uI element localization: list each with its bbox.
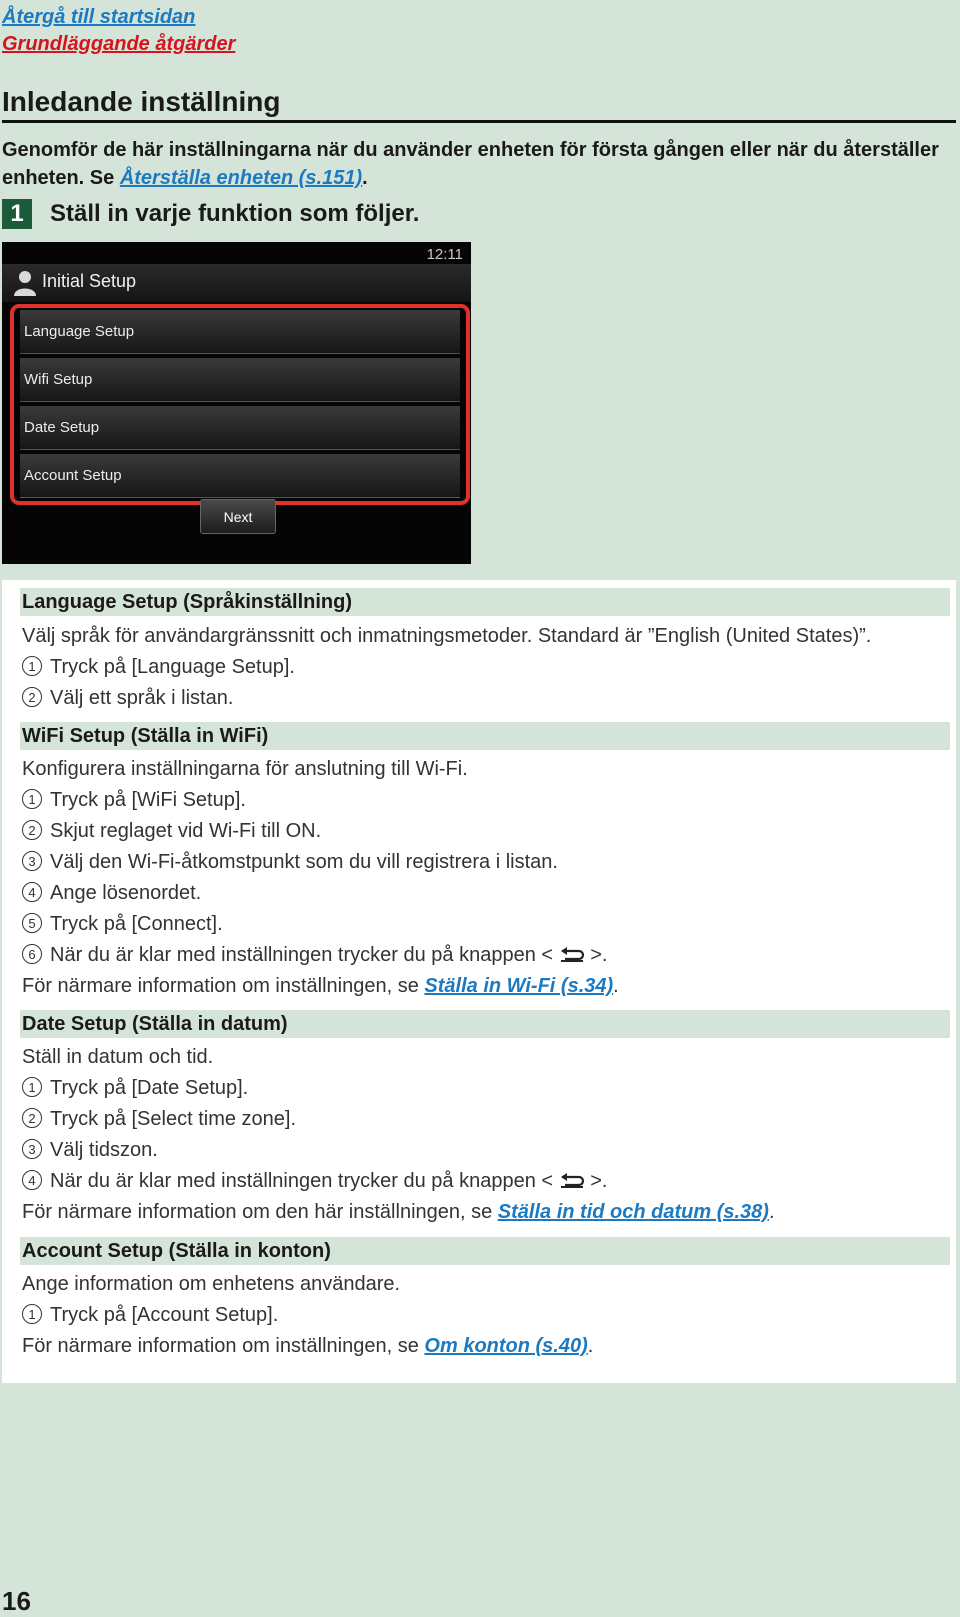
language-setup-description: Välj språk för användargränssnitt och inmatningsmetoder. Standard är ”English (United States)”.: [22, 625, 872, 647]
step-text: Tryck på [Select time zone].: [50, 1108, 297, 1130]
device-item-date-setup[interactable]: Date Setup: [20, 406, 460, 450]
date-step-4: [22, 1168, 607, 1194]
step-text: Välj tidszon.: [50, 1139, 158, 1161]
date-step-3: [22, 1137, 158, 1163]
step-number: 1: [22, 1077, 42, 1097]
device-item-account-setup[interactable]: Account Setup: [20, 454, 460, 498]
device-next-button[interactable]: Next: [200, 499, 276, 534]
step-instruction: Ställ in varje funktion som följer.: [50, 200, 420, 227]
intro-end: .: [362, 167, 368, 189]
more-info-end: .: [768, 1201, 775, 1223]
step-number: 6: [22, 944, 42, 964]
more-info-end: .: [587, 1335, 594, 1357]
user-icon: [12, 269, 38, 297]
step-text: Tryck på [Language Setup].: [50, 656, 295, 678]
wifi-more-info: [22, 973, 619, 999]
wifi-step-6: [22, 942, 607, 968]
step-text: När du är klar med inställningen trycker du på knappen <: [50, 1170, 554, 1192]
date-step-2: [22, 1106, 296, 1132]
device-item-language-setup[interactable]: Language Setup: [20, 310, 460, 354]
step-number: 3: [22, 1139, 42, 1159]
step-number: 2: [22, 820, 42, 840]
step-1: [2, 199, 419, 229]
step-number: 1: [22, 1304, 42, 1324]
intro-paragraph: [2, 136, 942, 192]
device-item-wifi-setup[interactable]: Wifi Setup: [20, 358, 460, 402]
wifi-step-3: [22, 849, 558, 875]
wifi-setup-header: WiFi Setup (Ställa in WiFi): [20, 722, 950, 750]
more-info-end: .: [613, 975, 619, 997]
language-step-1: [22, 654, 295, 680]
page-title: Inledande inställning: [2, 86, 956, 123]
device-header-title: Initial Setup: [42, 271, 137, 291]
step-number: 4: [22, 882, 42, 902]
step-text: Ange lösenordet.: [50, 882, 202, 904]
device-header: [2, 264, 471, 302]
language-step-2: [22, 685, 233, 711]
date-setup-header: Date Setup (Ställa in datum): [20, 1010, 950, 1038]
account-step-1: [22, 1302, 278, 1328]
step-text: Tryck på [Date Setup].: [50, 1077, 249, 1099]
step-number: 3: [22, 851, 42, 871]
language-setup-header: Language Setup (Språkinställning): [20, 588, 950, 616]
more-info-text: För närmare information om inställningen, se: [22, 975, 419, 997]
wifi-step-4: [22, 880, 201, 906]
step-text: Välj den Wi-Fi-åtkomstpunkt som du vill registrera i listan.: [50, 851, 558, 873]
step-number: 5: [22, 913, 42, 933]
wifi-step-2: [22, 818, 321, 844]
device-screenshot: [2, 242, 471, 564]
date-setup-description: Ställ in datum och tid.: [22, 1046, 214, 1068]
step-text: Välj ett språk i listan.: [50, 687, 234, 709]
date-more-info: [22, 1199, 775, 1225]
back-icon: [559, 1172, 585, 1188]
basic-operations-link[interactable]: Grundläggande åtgärder: [2, 33, 236, 55]
step-number-badge: 1: [2, 199, 32, 229]
step-number: 4: [22, 1170, 42, 1190]
step-text-end: >.: [590, 1170, 608, 1192]
date-step-1: [22, 1075, 248, 1101]
device-clock: 12:11: [426, 246, 463, 263]
settings-descriptions: [2, 580, 956, 1383]
step-text-end: >.: [590, 944, 608, 966]
account-more-info: [22, 1333, 593, 1359]
step-text: Skjut reglaget vid Wi-Fi till ON.: [50, 820, 322, 842]
intro-text: Genomför de här inställningarna när du använder enheten för första gången eller när du återställer enheten. Se: [2, 139, 939, 189]
step-text: Tryck på [WiFi Setup].: [50, 789, 246, 811]
reset-device-link[interactable]: Återställa enheten (s.151): [119, 167, 363, 189]
accounts-link[interactable]: Om konton (s.40): [424, 1335, 588, 1357]
wifi-setup-link[interactable]: Ställa in Wi-Fi (s.34): [424, 975, 614, 997]
step-text: Tryck på [Account Setup].: [50, 1304, 279, 1326]
back-icon: [559, 946, 585, 962]
account-setup-header: Account Setup (Ställa in konton): [20, 1237, 950, 1265]
page-number: 16: [2, 1586, 31, 1616]
more-info-text: För närmare information om inställningen, se: [22, 1335, 419, 1357]
wifi-setup-description: Konfigurera inställningarna för anslutning till Wi-Fi.: [22, 758, 468, 780]
step-number: 1: [22, 656, 42, 676]
wifi-step-1: [22, 787, 246, 813]
step-number: 2: [22, 687, 42, 707]
device-menu-highlight: [10, 304, 470, 505]
account-setup-description: Ange information om enhetens användare.: [22, 1273, 401, 1295]
step-number: 1: [22, 789, 42, 809]
wifi-step-5: [22, 911, 223, 937]
step-text: Tryck på [Connect].: [50, 913, 223, 935]
step-text: När du är klar med inställningen trycker du på knappen <: [50, 944, 554, 966]
home-link[interactable]: Återgå till startsidan: [2, 6, 196, 28]
date-time-setup-link[interactable]: Ställa in tid och datum (s.38): [497, 1201, 769, 1223]
step-number: 2: [22, 1108, 42, 1128]
more-info-text: För närmare information om den här inställningen, se: [22, 1201, 493, 1223]
